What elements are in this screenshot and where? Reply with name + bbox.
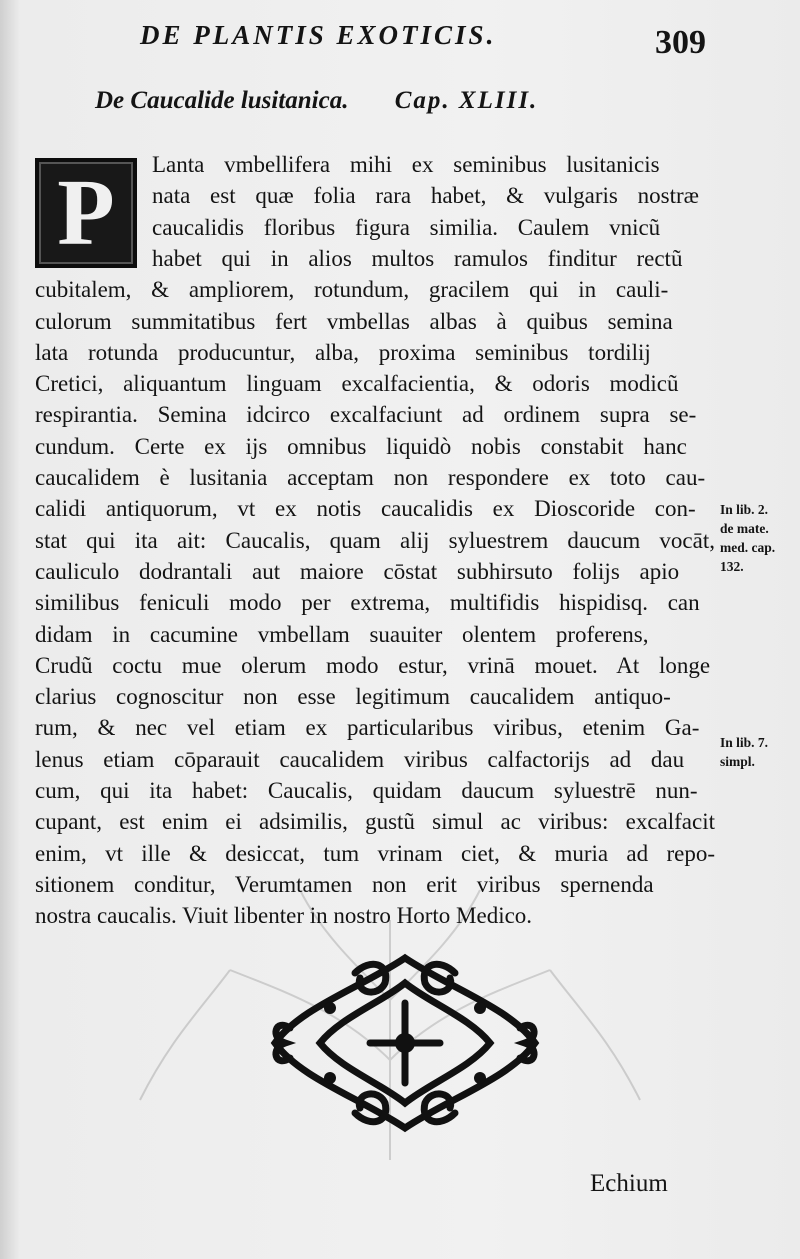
body-line: habet qui in alios multos ramulos finditur rectũ [152, 245, 683, 271]
page-number: 309 [655, 24, 706, 61]
margin-note-1 [720, 500, 800, 576]
body-line: sitionem conditur, Verumtamen non erit viribus spernenda [35, 871, 654, 897]
body-line: lenus etiam cōparauit caucalidem viribus calfactorijs ad dau [35, 746, 685, 772]
margin-note-line: In lib. 2. [720, 502, 769, 517]
body-line: didam in cacumine vmbellam suauiter olentem proferens, [35, 621, 649, 647]
body-line: cubitalem, & ampliorem, rotundum, gracilem qui in cauli- [35, 277, 669, 303]
body-line: clarius cognoscitur non esse legitimum caucalidem antiquo- [35, 684, 671, 710]
ornamental-tailpiece [260, 948, 550, 1138]
body-line: nata est quæ folia rara habet, & vulgaris nostræ [152, 183, 699, 209]
body-line: cupant, est enim ei adsimilis, gustũ simul ac viribus: excalfacit [35, 809, 715, 835]
running-title: DE PLANTIS EXOTICIS. [140, 20, 497, 50]
chapter-title: De Caucalide lusitanica. [95, 87, 349, 114]
margin-note-line: In lib. 7. [720, 735, 769, 750]
body-line: lata rotunda producuntur, alba, proxima seminibus tordilij [35, 339, 651, 365]
margin-note-2 [720, 733, 800, 771]
body-line: nostra caucalis. Viuit libenter in nostro Horto Medico. [35, 903, 533, 929]
body-line: cauliculo dodrantali aut maiore cōstat subhirsuto folijs apio [35, 558, 680, 584]
body-line: similibus feniculi modo per extrema, multifidis hispidisq. can [35, 590, 700, 616]
body-line: enim, vt ille & desiccat, tum vrinam ciet, & muria ad repo- [35, 840, 715, 866]
margin-note-line: simpl. [720, 754, 755, 769]
body-line: stat qui ita ait: Caucalis, quam alij syluestrem daucum vocāt, [35, 527, 715, 553]
body-line: cum, qui ita habet: Caucalis, quidam daucum syluestrē nun- [35, 778, 698, 803]
margin-note-line: 132. [720, 559, 744, 574]
margin-note-line: med. cap. [720, 540, 776, 555]
body-line: caucalidem è lusitania acceptam non respondere ex toto cau- [35, 465, 706, 490]
body-line: respirantia. Semina idcirco excalfaciunt ad ordinem supra se- [35, 402, 697, 428]
chapter-heading [95, 87, 538, 115]
chapter-number: Cap. XLIII. [394, 87, 539, 114]
body-line: culorum summitatibus fert vmbellas albas à quibus semina [35, 308, 673, 334]
body-line: caucalidis floribus figura similia. Caulem vnicũ [152, 214, 661, 240]
body-line: Lanta vmbellifera mihi ex seminibus lusitanicis [152, 152, 660, 177]
body-line: Cretici, aliquantum linguam excalfacientia, & odoris modicũ [35, 371, 679, 397]
body-line: calidi antiquorum, vt ex notis caucalidis ex Dioscoride con- [35, 496, 696, 522]
body-line: rum, & nec vel etiam ex particularibus viribus, etenim Ga- [35, 715, 700, 741]
catchword: Echium [590, 1170, 668, 1197]
body-line: cundum. Certe ex ijs omnibus liquidò nobis constabit hanc [35, 433, 687, 459]
body-line: Crudũ coctu mue olerum modo estur, vrinā mouet. At longe [35, 652, 711, 678]
margin-note-line: de mate. [720, 521, 769, 536]
decorated-initial: P [35, 158, 137, 268]
